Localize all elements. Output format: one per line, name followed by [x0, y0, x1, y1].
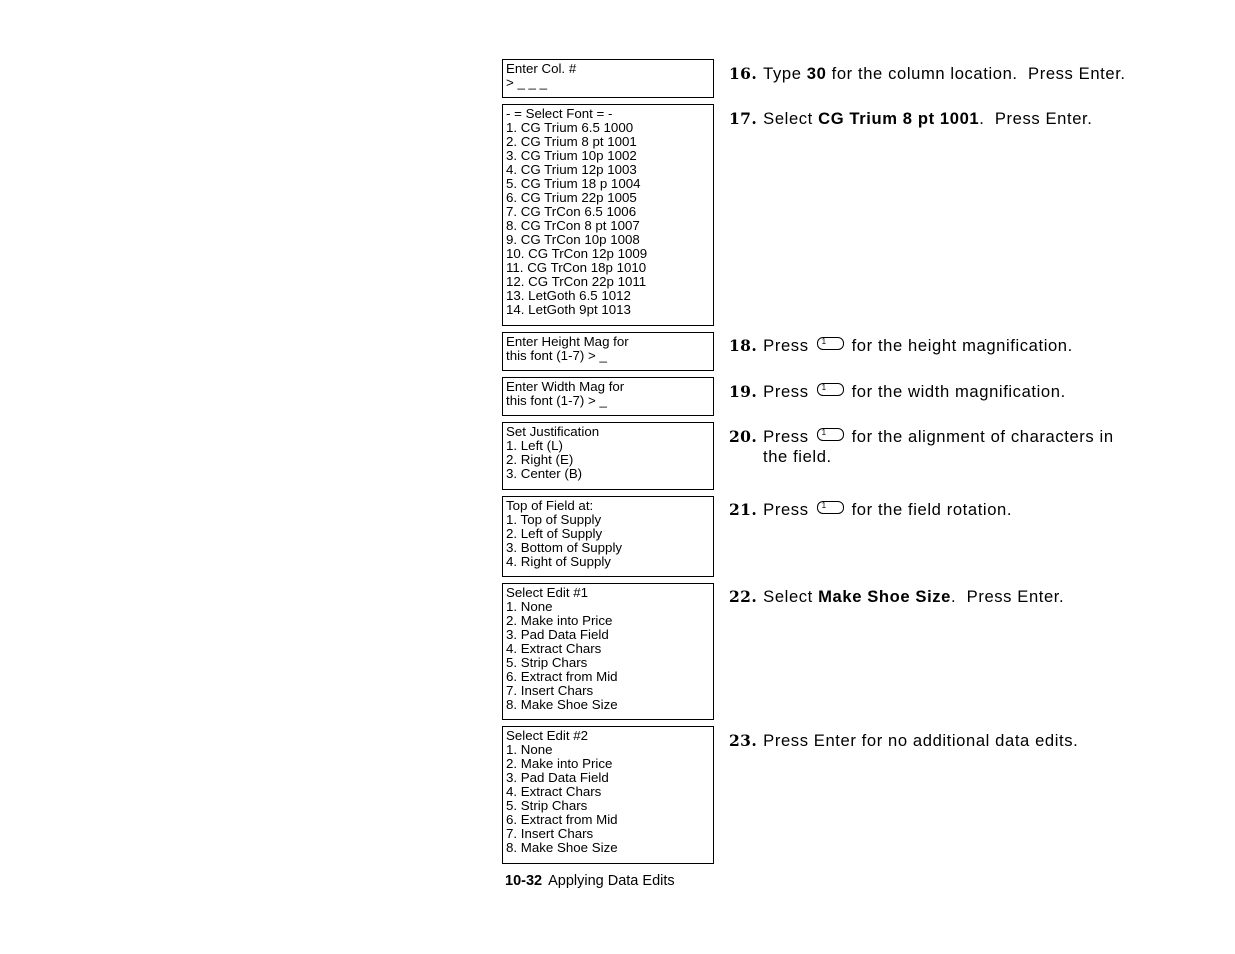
display-line: 5. Strip Chars [506, 655, 588, 670]
display-line: 7. Insert Chars [506, 826, 594, 841]
step-text: for the width magnification. [851, 382, 1066, 401]
step-text: for the height magnification. [851, 336, 1073, 355]
key-1-icon [817, 337, 844, 350]
step-number: 19. [729, 382, 758, 401]
step-bold-text: 30 [806, 64, 827, 83]
display-line: 1. Top of Supply [506, 512, 602, 527]
display-line: 3. Pad Data Field [506, 770, 609, 785]
step-number: 18. [729, 336, 758, 355]
display-line: 11. CG TrCon 18p 1010 [506, 260, 647, 275]
key-1-icon [817, 501, 844, 514]
display-line: 2. Left of Supply [506, 526, 603, 541]
page-number: 10-32 [505, 873, 543, 889]
display-line: 9. CG TrCon 10p 1008 [506, 232, 640, 247]
display-line: 2. Make into Price [506, 756, 613, 771]
display-select-edit-1 [502, 583, 714, 720]
display-line: 2. CG Trium 8 pt 1001 [506, 134, 637, 149]
step-text: Press [763, 336, 809, 355]
display-line: 5. Strip Chars [506, 798, 588, 813]
step-23 [729, 731, 1179, 751]
step-20 [729, 427, 1179, 467]
display-line: 13. LetGoth 6.5 1012 [506, 288, 631, 303]
display-justification [502, 422, 714, 490]
display-select-edit-2 [502, 726, 714, 864]
display-top-of-field [502, 496, 714, 577]
step-18 [729, 336, 1179, 356]
step-17 [729, 109, 1179, 129]
display-width-mag [502, 377, 714, 416]
step-number: 21. [729, 500, 758, 519]
step-text: Press Enter for no additional data edits. [763, 731, 1079, 750]
display-line: 6. Extract from Mid [506, 812, 618, 827]
step-22 [729, 587, 1179, 607]
display-line: 3. Pad Data Field [506, 627, 609, 642]
step-text: Press [763, 500, 809, 519]
display-line: 4. Right of Supply [506, 554, 611, 569]
display-line: 10. CG TrCon 12p 1009 [506, 246, 648, 261]
step-text: for the alignment of characters in [851, 427, 1114, 446]
display-line: > _ _ _ [506, 75, 548, 90]
display-line: 7. CG TrCon 6.5 1006 [506, 204, 637, 219]
step-number: 16. [729, 64, 758, 83]
display-line: 3. Center (B) [506, 466, 583, 481]
step-21 [729, 500, 1179, 520]
step-text: for the column location. Press Enter. [826, 64, 1126, 83]
display-line: 4. Extract Chars [506, 641, 602, 656]
display-line: 3. Bottom of Supply [506, 540, 623, 555]
display-line: Enter Col. # [506, 61, 577, 76]
display-line: this font (1-7) > _ [506, 348, 607, 363]
key-1-icon [817, 383, 844, 396]
display-line: this font (1-7) > _ [506, 393, 607, 408]
display-line: 5. CG Trium 18 p 1004 [506, 176, 641, 191]
step-text: Select [763, 109, 819, 128]
display-line: Select Edit #2 [506, 728, 589, 743]
display-line: 4. Extract Chars [506, 784, 602, 799]
display-line: 14. LetGoth 9pt 1013 [506, 302, 631, 317]
display-height-mag [502, 332, 714, 371]
step-text: . Press Enter. [951, 587, 1065, 606]
display-line: - = Select Font = - [506, 106, 613, 121]
display-line: 4. CG Trium 12p 1003 [506, 162, 637, 177]
step-text: Press [763, 382, 809, 401]
display-line: Top of Field at: [506, 498, 594, 513]
display-line: 3. CG Trium 10p 1002 [506, 148, 637, 163]
step-text: Select [763, 587, 819, 606]
page-footer [505, 873, 675, 889]
display-line: Enter Width Mag for [506, 379, 625, 394]
display-line: 6. Extract from Mid [506, 669, 618, 684]
step-19 [729, 382, 1179, 402]
key-1-icon [817, 428, 844, 441]
display-line: 8. CG TrCon 8 pt 1007 [506, 218, 640, 233]
step-number: 22. [729, 587, 758, 606]
step-number: 20. [729, 427, 758, 446]
chapter-title: Applying Data Edits [548, 873, 675, 889]
step-text-continued: the field. [763, 447, 832, 466]
display-line: 12. CG TrCon 22p 1011 [506, 274, 647, 289]
display-line: 7. Insert Chars [506, 683, 594, 698]
step-number: 17. [729, 109, 758, 128]
step-bold-text: CG Trium 8 pt 1001 [818, 109, 980, 128]
step-number: 23. [729, 731, 758, 750]
display-line: Set Justification [506, 424, 600, 439]
display-enter-col [502, 59, 714, 98]
step-text: Press [763, 427, 809, 446]
display-line: 1. None [506, 599, 553, 614]
display-select-font [502, 104, 714, 326]
step-16 [729, 64, 1179, 84]
display-line: 1. Left (L) [506, 438, 563, 453]
display-line: 8. Make Shoe Size [506, 697, 618, 712]
display-line: Enter Height Mag for [506, 334, 629, 349]
display-line: 8. Make Shoe Size [506, 840, 618, 855]
step-text: . Press Enter. [979, 109, 1093, 128]
display-line: 1. CG Trium 6.5 1000 [506, 120, 634, 135]
display-line: Select Edit #1 [506, 585, 589, 600]
display-line: 6. CG Trium 22p 1005 [506, 190, 637, 205]
display-line: 2. Make into Price [506, 613, 613, 628]
step-bold-text: Make Shoe Size [818, 587, 952, 606]
step-text: Type [763, 64, 807, 83]
step-text: for the field rotation. [851, 500, 1013, 519]
display-line: 1. None [506, 742, 553, 757]
display-line: 2. Right (E) [506, 452, 574, 467]
